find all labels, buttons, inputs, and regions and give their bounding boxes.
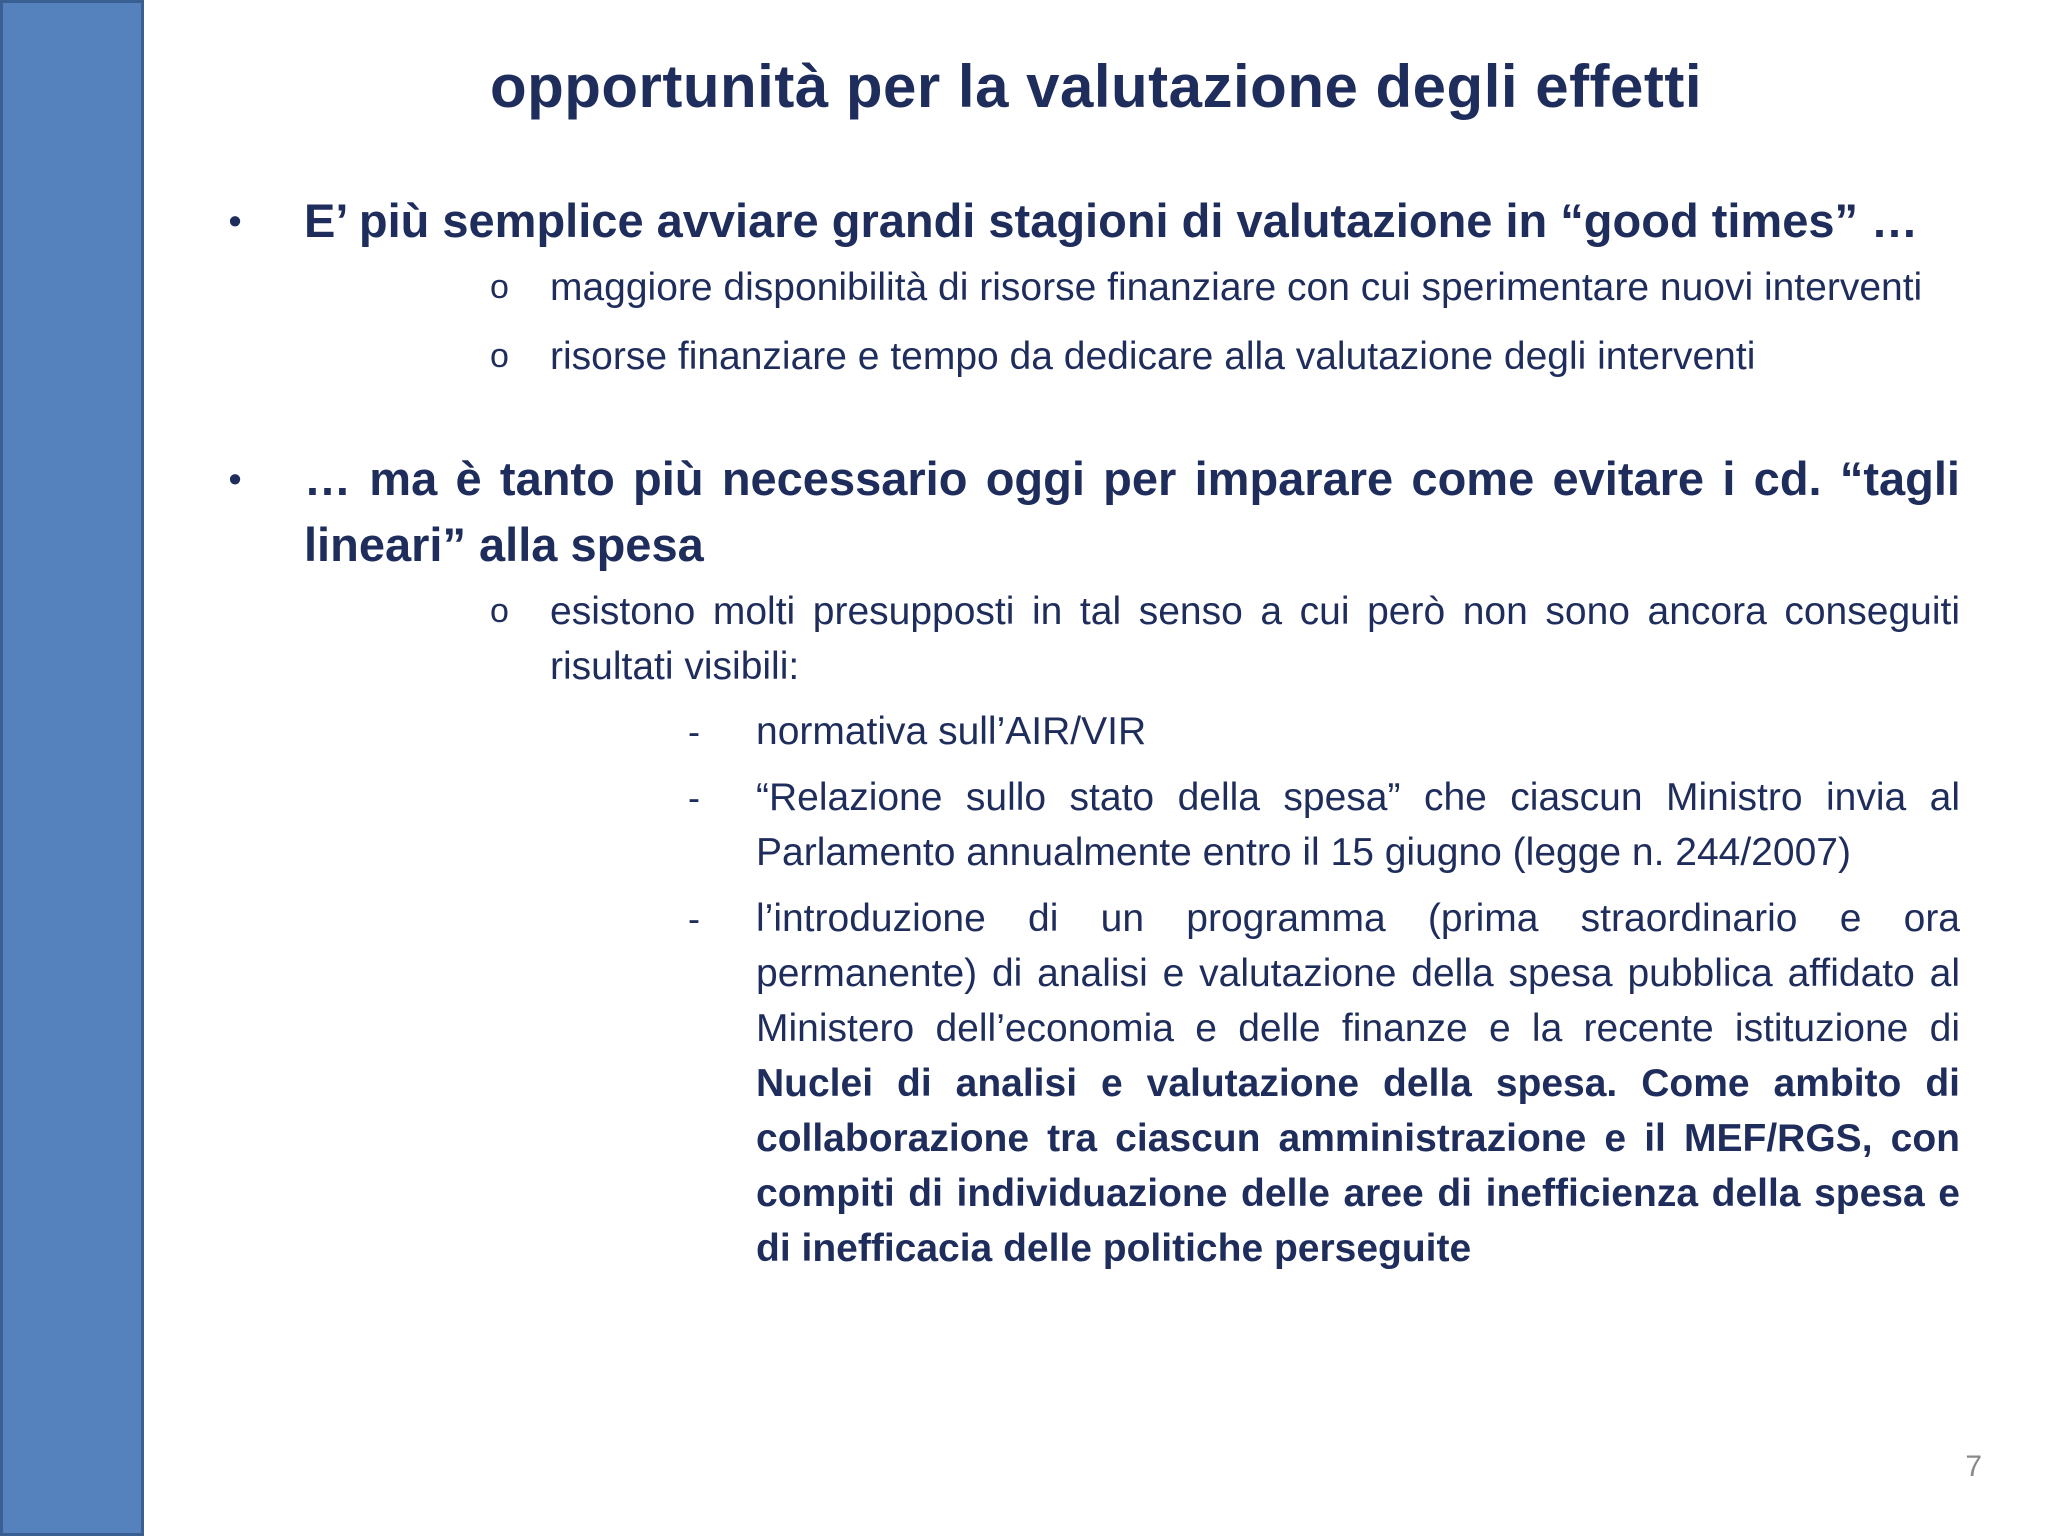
slide-title: opportunità per la valutazione degli effetti xyxy=(489,53,1703,120)
sub-item-text: esistono molti presupposti in tal senso a cui però non sono ancora conseguiti risultati visibili: xyxy=(550,590,1960,688)
dash-marker: - xyxy=(688,898,700,939)
dash-item-text: “Relazione sullo stato della spesa” che ciascun Ministro invia al Parlamento annualmente entro il 15 giugno (legge n. 244/2007) xyxy=(756,776,1960,874)
bullet-text: … ma è tanto più necessario oggi per imparare come evitare i cd. “tagli lineari” alla spesa xyxy=(304,452,1960,571)
slide-content xyxy=(220,188,1960,1276)
bullet-item xyxy=(220,446,1960,578)
bullet-text: E’ più semplice avviare grandi stagioni di valutazione in “good times” … xyxy=(304,194,1919,247)
sub-item-text: risorse finanziare e tempo da dedicare alla valutazione degli interventi xyxy=(550,335,1756,378)
sub-item xyxy=(220,584,1960,694)
dash-marker: - xyxy=(688,777,700,818)
dash-item xyxy=(220,704,1960,759)
bullet-item xyxy=(220,188,1960,254)
dash-marker: - xyxy=(688,711,700,752)
circle-marker: o xyxy=(490,592,509,630)
sub-item xyxy=(220,260,1960,315)
sub-item-text: maggiore disponibilità di risorse finanziare con cui sperimentare nuovi interventi xyxy=(550,266,1923,309)
dash-item-text: normativa sull’AIR/VIR xyxy=(756,710,1147,753)
page-number: 7 xyxy=(1965,1450,1982,1483)
bullet-marker: • xyxy=(228,200,242,241)
sub-item xyxy=(220,329,1960,384)
dash-item-text: l’introduzione di un programma (prima straordinario e ora permanente) di analisi e valutazione della spesa pubblica affidato al Ministero dell’economia e delle finanze e la recente istituzione di xyxy=(756,897,1960,1050)
bullet-marker: • xyxy=(228,458,242,499)
dash-item xyxy=(220,891,1960,1276)
circle-marker: o xyxy=(490,337,509,375)
dash-item xyxy=(220,770,1960,880)
accent-side-bar xyxy=(0,0,144,1536)
dash-item-bold-text: Nuclei di analisi e valutazione della spesa. Come ambito di collaborazione tra ciascun amministrazione e il MEF/RGS, con compiti di individuazione delle aree di inefficienza della spesa e di inefficacia delle politiche perseguite xyxy=(756,1062,1960,1270)
circle-marker: o xyxy=(490,268,509,306)
